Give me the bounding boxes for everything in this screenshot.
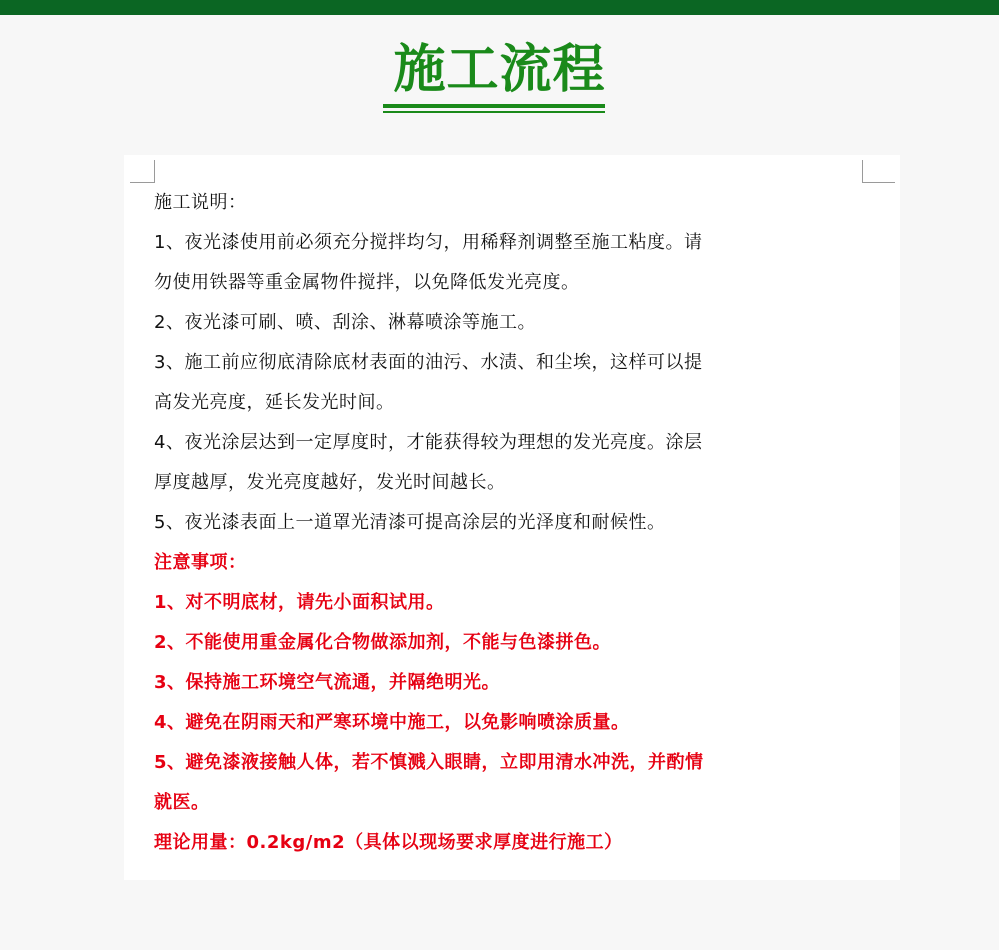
margin-corner-top-right xyxy=(862,160,895,183)
note-line: 1、对不明底材，请先小面积试用。 xyxy=(154,592,445,613)
note-line: 2、不能使用重金属化合物做添加剂，不能与色漆拼色。 xyxy=(154,632,612,653)
page-title: 施工流程 xyxy=(393,40,606,100)
note-line: 就医。 xyxy=(154,792,210,813)
instruction-line: 5、夜光漆表面上一道罩光清漆可提高涂层的光泽度和耐候性。 xyxy=(154,512,666,533)
document-body xyxy=(154,183,874,863)
instruction-line: 1、夜光漆使用前必须充分搅拌均匀，用稀释剂调整至施工粘度。请 xyxy=(154,232,703,253)
title-wrap xyxy=(0,40,999,100)
note-line: 4、避免在阴雨天和严寒环境中施工，以免影响喷涂质量。 xyxy=(154,712,630,733)
instruction-line: 高发光亮度，延长发光时间。 xyxy=(154,392,395,413)
title-underline-thick xyxy=(383,104,605,108)
instructions-heading: 施工说明： xyxy=(154,192,247,213)
notes-heading: 注意事项： xyxy=(154,552,247,573)
note-line: 5、避免漆液接触人体，若不慎溅入眼睛，立即用清水冲洗，并酌情 xyxy=(154,752,704,773)
note-line: 3、保持施工环境空气流通，并隔绝明光。 xyxy=(154,672,501,693)
instruction-line: 4、夜光涂层达到一定厚度时，才能获得较为理想的发光亮度。涂层 xyxy=(154,432,703,453)
top-banner-bar xyxy=(0,0,999,15)
margin-corner-top-left xyxy=(130,160,155,183)
instruction-line: 2、夜光漆可刷、喷、刮涂、淋幕喷涂等施工。 xyxy=(154,312,536,333)
title-underline xyxy=(383,104,605,114)
instruction-line: 勿使用铁器等重金属物件搅拌，以免降低发光亮度。 xyxy=(154,272,580,293)
document-page xyxy=(124,155,900,880)
title-underline-thin xyxy=(383,111,605,113)
instruction-line: 厚度越厚，发光亮度越好，发光时间越长。 xyxy=(154,472,506,493)
instruction-line: 3、施工前应彻底清除底材表面的油污、水渍、和尘埃，这样可以提 xyxy=(154,352,703,373)
usage-line: 理论用量：0.2kg/m2（具体以现场要求厚度进行施工） xyxy=(154,832,623,853)
